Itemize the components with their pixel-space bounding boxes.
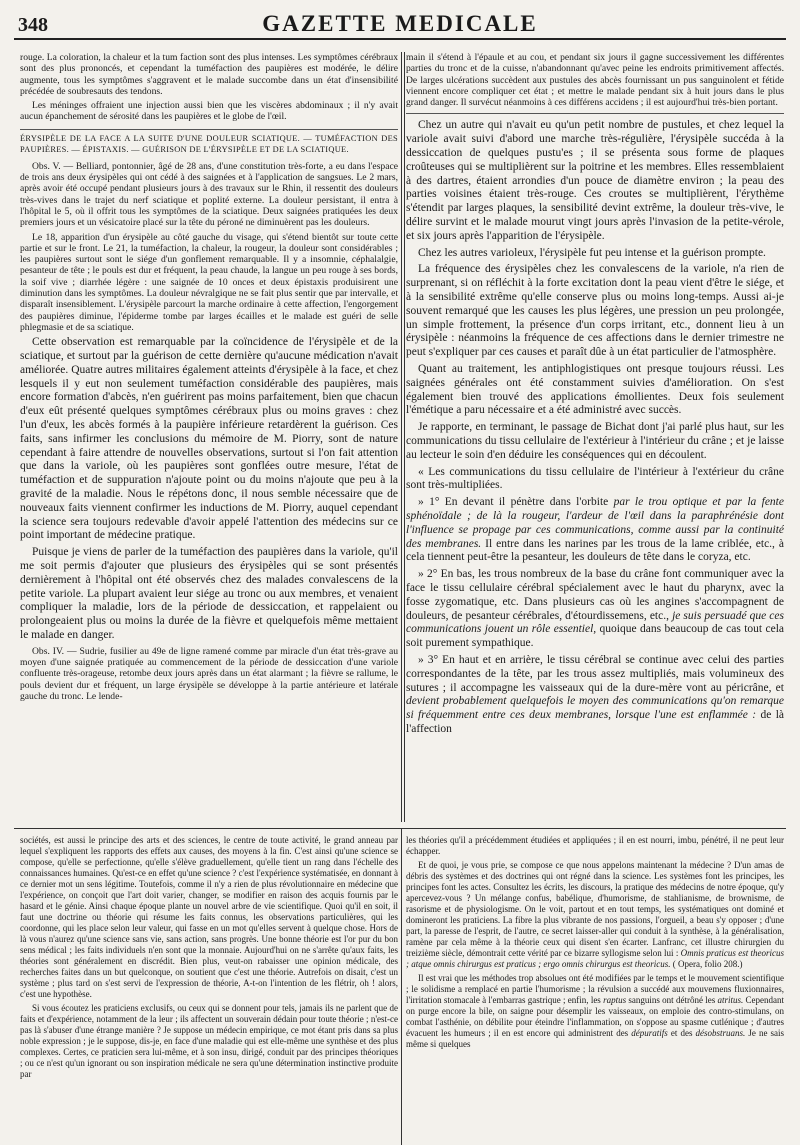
quote-italic: devient probablement quelquefois le moyen des communications qu'on remarque si fréquemment entre ces deux membranes, lorsque l'une est enflammée : bbox=[406, 695, 784, 722]
paragraph-text: sanguins ont détrôné les bbox=[628, 995, 716, 1005]
upper-left-column bbox=[20, 52, 398, 822]
citation: ( Opera, folio 208.) bbox=[672, 959, 743, 969]
quote-text: quoique dans beaucoup de cas tout cela soit purement sympathique. bbox=[406, 623, 784, 650]
lower-left-column bbox=[20, 835, 398, 1145]
upper-right-column bbox=[406, 52, 784, 822]
quote-text: » 1° En devant il pénètre dans l'orbite bbox=[418, 496, 614, 509]
observation-paragraph: Le 18, apparition d'un érysipèle au côté gauche du visage, qui s'étend bientôt sur toute cette partie et sur le front. Le 21, la tuméfaction, la chaleur, la rougeur, la douleur sont considérables ; les paupières surtout sont le siége d'un gonflement remarquable. Il y a insomnie, céphalalgie, pesanteur de tête ; le pouls est dur et fréquent, la peau chaude, la langue un peu rouge à ses bords, la soif vive ; diarrhée légère : une saignée de 10 onces et deux épistaxis produisirent une diminution dans les symptômes. La douleur névralgique ne se fait plus sentir que par intervalle, et disparaît insensiblement. L'érysipèle parcourt la marche ordinaire à cette affection, l'engorgement des paupières diminue, l'épiderme tombe par larges écailles et le malade est guéri de selle phlegmasie et de sa sciatique. bbox=[20, 231, 398, 333]
page-number: 348 bbox=[18, 14, 48, 36]
quote-text: Il entre dans les narines par les trous de la lame criblée, etc., à cela tiennent peut-être la pesanteur, les douleurs de tête dans le coryza, etc. bbox=[406, 537, 784, 564]
paragraph: Les méninges offraient une injection aussi bien que les viscères abdominaux ; il n'y avait aucun épanchement de sérosité dans les paupières et le globe de l'œil. bbox=[20, 100, 398, 123]
upper-section bbox=[14, 52, 786, 822]
paragraph-text: et des bbox=[670, 1028, 693, 1038]
section-heading: ÉRYSIPÈLE DE LA FACE A LA SUITE D'UNE DOULEUR SCIATIQUE. — TUMÉFACTION DES PAUPIÈRES. — ÉPISTAXIS. — GUÉRISON DE L'ÉRYSIPÈLE ET DE LA SCIATIQUE. bbox=[20, 129, 398, 155]
separator bbox=[406, 113, 784, 114]
quote-text: » 2° En bas, les trous nombreux de la base du crâne font communiquer avec la face le tissu cellulaire cérébral spécialement avec le haut du pharynx, avec la fosse zygomatique, etc. Dans plusieurs cas où les angines s'accompagnent de douleurs, de pesanteur cérébrales, d'étourdissemens, etc., bbox=[406, 568, 784, 622]
paragraph: sociétés, est aussi le principe des arts et des sciences, le centre de toute activité, le grand anneau par lequel s'expliquent les rapports des effets aux causes, des moyens à la fin. C'est ainsi qu'une science se compose, qu'elle se perfectionne, qu'elle s'élève graduellement, qu'elle tient un rang dans l'échelle des connaissances humaines. Qu'est-ce en effet qu'une science ? c'est l'expérience systématisée, en donnant à ce dernier mot un sens légitime. Toutefois, comme il n'y a rien de plus révolutionnaire en médecine que l'expérience, on conçoit que l'art doit varier, changer, se modifier en raison des acquis fournis par le hasard et le génie. Ainsi chaque époque plante un nouvel arbre de vie scientifique. Quoi qu'il en soit, il faut une doctrine ou théorie qui résume les faits connus, les observations particulières, qui les coordonne, qui les place selon leur valeur, qui fasse en un mot qu'elles servent à quelque chose. Hors de là vous n'aurez qu'une science sans vie, sans action, sans progrès. Une bonne théorie est l'or pur du bon sens médical ; les faits individuels n'en sont que la monnaie. Aujourd'hui on ne s'arrête qu'aux faits, les théories sont généralement en discrédit. Bien plus, veut-on rabaisser une opinion médicale, des recherches faites dans un but quelconque, on soutient que c'est une théorie. Autrefois on disait, c'est un système ; plus tard on s'est servi de l'expression de théorie, A-t-on l'intention de les flétrir, oh ! alors, c'est une hypothèse. bbox=[20, 835, 398, 999]
paragraph: les théories qu'il a précédemment étudiées et appliquées ; il en est nourri, imbu, pénétré, il ne peut leur échapper. bbox=[406, 835, 784, 856]
paragraph: Cette observation est remarquable par la coïncidence de l'érysipèle et de la sciatique, et surtout par la guérison de cette dernière qu'aucune médication n'avait améliorée. Quatre autres militaires également atteints d'érysipèle à la face, et chez lesquels il y eut non seulement tuméfaction considérable des paupières, mais encore formation d'abcès, n'en guérirent pas moins parfaitement, bien que chacun d'eux eût présenté quelques symptômes cérébraux plus ou moins graves : chez l'un d'eux, les abcès formés à la paupière inférieure retardèrent la guérison. Ces faits, sans infirmer les conclusions du mémoire de M. Piorry, sont de nature cependant à faire attendre de nouvelles observations, surtout si l'on fait attention que dans la variole, où les paupières sont gonflées outre mesure, l'état de tuméfaction et de suppuration n'ajoute point ou du moins n'ajoute que peu à la gravité de la maladie. Nous le répétons donc, il nous semble nécessaire que de nouveaux faits viennent confirmer les inductions de M. Piorry, auquel cependant la science sera toujours redevable d'avoir appelé l'attention des médecins sur ce point important de médecine pratique. bbox=[20, 336, 398, 542]
paragraph-text: Je ne sais même si quelques bbox=[406, 1028, 784, 1049]
observation-paragraph: Obs. V. — Belliard, pontonnier, âgé de 28 ans, d'une constitution très-forte, a eu dans l'espace de trois ans deux érysipèles qui ont cédé à des saignées et à l'application de sangsues. Le 2 mars, après avoir été occupé pendant plusieurs jours à des travaux sur le Rhin, il ressentit des douleurs très-vives dans le trajet du nerf sciatique et poplité externe. La douleur persistant, il entra à l'hôpital le 5, où il offrit tous les symptômes de la sciatique. Deux saignées pratiquées les deux premiers jours et un vésicatoire placé sur la tête du péroné ne diminuèrent pas les douleurs. bbox=[20, 160, 398, 229]
page-header bbox=[14, 8, 786, 40]
column-divider bbox=[401, 829, 402, 1145]
paragraph bbox=[406, 973, 784, 1050]
quote-italic: je suis persuadé que ces communications jouent un rôle essentiel, bbox=[406, 609, 784, 636]
column-divider-double bbox=[404, 52, 405, 822]
paragraph-text: Cependant on purge encore la bile, on saigne pour désemplir les vaisseaux, on emploie des contro-stimulans, on combat l'asthénie, on débilite pour éteindre l'inflammation, on s'oppose au spasme cutlénique ; d'autres évacuent les humeurs ; il en est encore qui administrent des bbox=[406, 995, 784, 1038]
paragraph: Je rapporte, en terminant, le passage de Bichat dont j'ai parlé plus haut, sur les communications du tissu cellulaire de l'extérieur à l'intérieur du crâne ; et je laisse au lecteur le soin d'en déduire les conséquences qui en découlent. bbox=[406, 421, 784, 461]
paragraph bbox=[406, 860, 784, 970]
paragraph: rouge. La coloration, la chaleur et la tum faction sont des plus intenses. Les symptômes cérébraux sont des plus prononcés, et cependant la tuméfaction des paupières est modérée, le délire augmente, tous les symptômes s'aggravent et le malade succombe dans un état d'insensibilité précédée de soubresauts des tendons. bbox=[20, 52, 398, 97]
column-divider bbox=[401, 52, 402, 822]
paragraph: Si vous écoutez les praticiens exclusifs, ou ceux qui se donnent pour tels, jamais ils ne parlent que de faits et d'expérience, notamment de la leur ; ils affectent un souverain dédain pour toute théorie ; n'est-ce pas là s'abuser d'une étrange manière ? Je suppose un médecin empirique, ce mot étant pris dans sa plus noble expression ; je le suppose, dis-je, en face d'une maladie qui est elle-même une synthèse et des plus complexes. Certes, ce praticien sera lui-même, et à son insu, dirigé, conduit par des principes théoriques ; ou ce n'est qu'un ignorant ou son inspiration médicale ne sera qu'une détermination instinctive produite par bbox=[20, 1003, 398, 1079]
lower-section bbox=[14, 828, 786, 1145]
quote-italic: par le trou optique et par la fente sphénoïdale ; de là la rougeur, l'ardeur de l'œil dans la paraphrénésie dont l'influence se propage par ces communications, comme aussi par la continuité des membranes. bbox=[406, 496, 784, 550]
italic-term: désobstruans. bbox=[695, 1028, 746, 1038]
italic-term: atritus. bbox=[717, 995, 744, 1005]
paragraph-text: Il est vrai que les méthodes trop absolues ont été modifiées par le temps et le mouvement scientifique ; le solidisme a remplacé en partie l'humorisme ; la révulsion a succédé aux mouvemens fluxionnaires, l'irritation stomacale à l'embarras gastrique ; enfin, les bbox=[406, 973, 784, 1005]
page-title: GAZETTE MEDICALE bbox=[262, 11, 538, 36]
paragraph-text: Et de quoi, je vous prie, se compose ce que nous appelons maintenant la médecine ? D'un amas de débris des systèmes et des doctrines qui ont régné dans la science. Les systèmes font les principes, les principes font les actes. Consultez les écrits, les discours, la pratique des médecins de notre époque, qu'y apercevez-vous ? Un mélange confus, babélique, d'humorisme, de stahlianisme, de brownisme, de rasorisme et de physiologisme. On le voit, partout et en tout temps, les systématiques ont dominé et domineront les praticiens. La fibre la plus vibrante de nos passions, l'orgueil, a beau s'y opposer ; d'une part, la paresse de l'esprit, de l'autre, ce secret laisser-aller qui conduit à la synthèse, à la généralisation, ramène par cela même à la théorie ceux qui disent s'en écarter. Lanfranc, cet illustre chirurgien du treizième siècle, démontrait cette vérité par ce bizarre syllogisme selon lui : bbox=[406, 860, 784, 958]
observation-paragraph: Obs. IV. — Sudrie, fusilier au 49e de ligne ramené comme par miracle d'un état très-grave au moyen d'une saignée pratiquée au commencement de la période de dessiccation d'une variole confluente très-orageuse, retombe deux jours après dans un état alarmant ; la fièvre se rallume, le pouls devient dur et fréquent, un large érysipèle se développe à la partie antérieure et latérale gauche du tronc. Le lende- bbox=[20, 645, 398, 702]
lower-right-column bbox=[406, 835, 784, 1145]
paragraph: Chez les autres varioleux, l'érysipèle fut peu intense et la guérison prompte. bbox=[418, 246, 766, 259]
paragraph: Chez un autre qui n'avait eu qu'un petit nombre de pustules, et chez lequel la variole avait suivi d'abord une marche très-régulière, l'érysipèle succéda à la dessiccation de quelques pustu'es ; il se présenta sous forme de plaques croûteuses qui se multiplièrent sur la poitrine et les membres. Elles ressemblaient à des dartres, étaient arrondies d'un pouce de diamètre environ ; la peau des parties voisines étaient très-rouge. Ces croutes se multiplièrent, l'érythème s'étendit par larges plaques, la sensibilité devint extrême, la douleur très-vive, le délire survint et le malade mourut vingt jours après l'invasion de la petite-vérole, et six jours après l'apparition de l'érysipèle. bbox=[406, 119, 784, 242]
paragraph: La fréquence des érysipèles chez les convalescens de la variole, n'a rien de surprenant, si on réfléchit à la forte excitation dont la peau vient d'être le siége, et à la sensibilité extrême qu'elle conserve plus ou moins long-temps. Aussi ai-je souvent remarqué que les causes les plus légères, une pression un peu prolongée, un simple frottement, la présence d'un corps irritant, etc., donnent lieu à un érysipèle : néanmoins la fréquence de ces affections dans le dernier trimestre ne peut s'expliquer par ces causes et paraît dûe à un état particulier de l'atmosphère. bbox=[406, 263, 784, 359]
paragraph: Quant au traitement, les antiphlogistiques ont presque toujours réussi. Les saignées générales ont été constamment suivies d'amélioration. On s'est également bien trouvé des applications émollientes. Deux fois seulement l'émétique a paru nécessaire et a été administré avec succès. bbox=[406, 363, 784, 417]
quote-text: » 3° En haut et en arrière, le tissu cérébral se continue avec celui des parties correspondantes de la tête, par les trous assez multipliés, mais volumineux des sutures ; il accompagne les vaisseaux qui de la dure-mère vont au péricrâne, et bbox=[406, 653, 784, 694]
quote-paragraph: « Les communications du tissu cellulaire de l'intérieur à l'extérieur du crâne sont très-multipliées. bbox=[406, 465, 784, 492]
quote-paragraph bbox=[406, 568, 784, 651]
italic-term: dépuratifs bbox=[631, 1028, 668, 1038]
quote-paragraph bbox=[406, 654, 784, 737]
italic-term: raptus bbox=[603, 995, 627, 1005]
paragraph: Puisque je viens de parler de la tuméfaction des paupières dans la variole, qu'il me soit permis d'ajouter que plusieurs des érysipèles qui se sont présentés dernièrement à l'hôpital ont été observés chez des malades convalescens de la petite variole. La plupart avaient leur siége au tronc ou aux membres, et venaient compliquer la maladie, lors de la période de dessiccation, et rappelaient ou prolongeaient plus ou moins la durée de la fièvre et quelquefois même mettaient le malade en danger. bbox=[20, 546, 398, 641]
quote-text: de là l'affection bbox=[406, 709, 784, 735]
paragraph: main il s'étend à l'épaule et au cou, et pendant six jours il gagne successivement les différentes parties du tronc et de la cuisse, n'abandonnant qu'avec peine les endroits primitivement affectés. De larges ulcérations succèdent aux pustules des abcès fournissant un pus sanguinolent et fétide viennent encore compliquer cet état ; et mettre le malade pendant six à huit jours dans le plus grand danger. Il survécut néanmoins à ces différens accidens ; il est aujourd'hui très-bien portant. bbox=[406, 52, 784, 109]
latin-syllogism: Omnis praticus est theoricus ; atque omnis chirurgus est praticus ; ergo omnis chirurgus est theoricus. bbox=[406, 948, 784, 969]
quote-paragraph bbox=[406, 496, 784, 565]
